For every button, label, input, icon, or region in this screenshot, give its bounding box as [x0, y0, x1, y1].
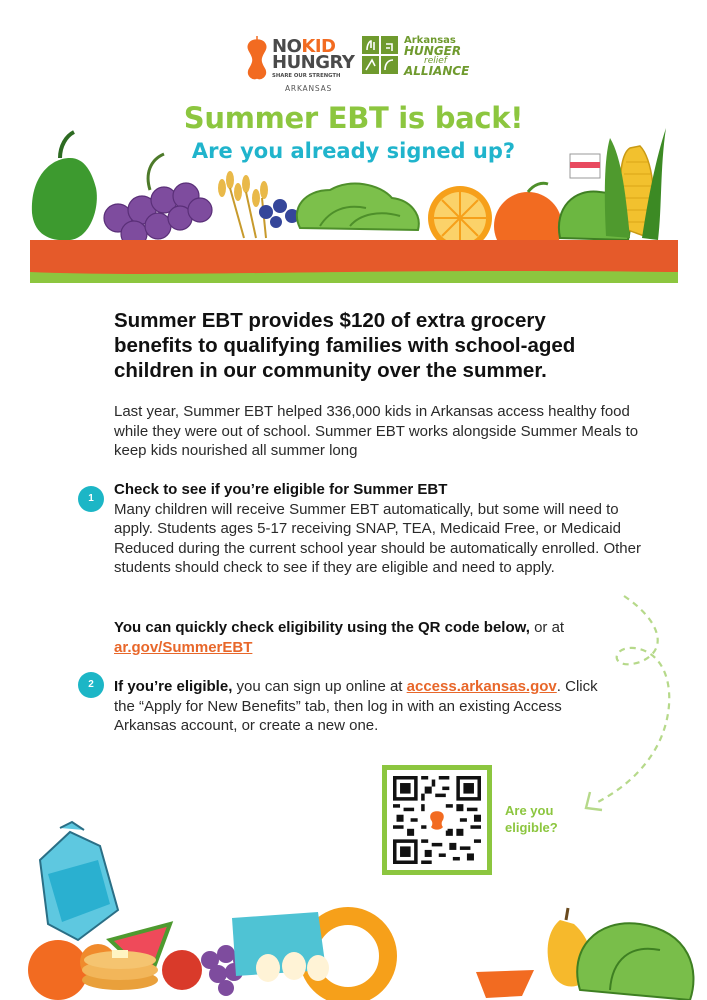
eligibility-check-bold: You can quickly check eligibility using the QR code below,: [114, 619, 530, 636]
nkh-hungry: HUNGRY: [272, 52, 355, 73]
step-1-badge: 1: [78, 486, 104, 512]
ar-gov-summer-ebt-link[interactable]: ar.gov/SummerEBT: [114, 638, 253, 656]
step-2-badge: 2: [78, 672, 104, 698]
logo-bar: [0, 30, 707, 92]
step-2-bold: If you’re eligible,: [114, 678, 233, 695]
hands-icon: [362, 36, 400, 76]
ahra-line3: relief: [424, 56, 447, 66]
ahra-line4: ALLIANCE: [404, 64, 470, 78]
lead-paragraph: Summer EBT provides $120 of extra grocery benefits to qualifying families with school-aged children in our community over the summer.: [114, 309, 576, 382]
page-title: Summer EBT is back!: [183, 101, 524, 135]
ahra-line2: HUNGER: [404, 44, 462, 58]
apple-core-icon: [245, 36, 269, 80]
step-2-paragraph: [114, 677, 614, 736]
qr-cta-line1: Are you: [505, 803, 554, 818]
qr-cta-line2: eligible?: [505, 820, 558, 835]
nkh-tagline: SHARE OUR STRENGTH: [272, 73, 341, 79]
step-1-heading: Check to see if you’re eligible for Summer EBT: [114, 481, 448, 498]
dashed-arrow-icon: [560, 590, 690, 820]
bottom-produce-illustration: [0, 820, 707, 1000]
nkh-kid: KID: [301, 36, 336, 57]
step-2-text-1: you can sign up online at: [232, 678, 407, 695]
ahra-line1: Arkansas: [404, 35, 456, 46]
step-2-text-2: . Click the “Apply for New Benefits” tab, then log in with an existing Access Arkansas account, or create a new one.: [114, 678, 598, 734]
step-1-body: Many children will receive Summer EBT automatically, but some will need to apply. Students ages 5-17 receiving SNAP, TEA, Medicaid Free, or Medicaid Reduced during the current school year should be automatically enrolled. Other students should check to see if they are eligible and need to apply.: [114, 501, 641, 576]
nkh-no: NO: [272, 36, 302, 57]
eligibility-check-text: or at: [529, 619, 565, 636]
access-arkansas-link[interactable]: access.arkansas.gov: [406, 678, 557, 695]
no-kid-hungry-logo: [245, 32, 357, 92]
intro-paragraph: Last year, Summer EBT helped 336,000 kids in Arkansas access healthy food while they were out of school. Summer EBT works alongside Summer Meals to keep kids nourished all summer long: [114, 403, 639, 459]
page-subtitle: Are you already signed up?: [191, 139, 516, 163]
eligibility-check-paragraph: [114, 618, 634, 657]
arkansas-hunger-relief-alliance-logo: [362, 36, 472, 80]
nkh-state: ARKANSAS: [285, 84, 333, 93]
